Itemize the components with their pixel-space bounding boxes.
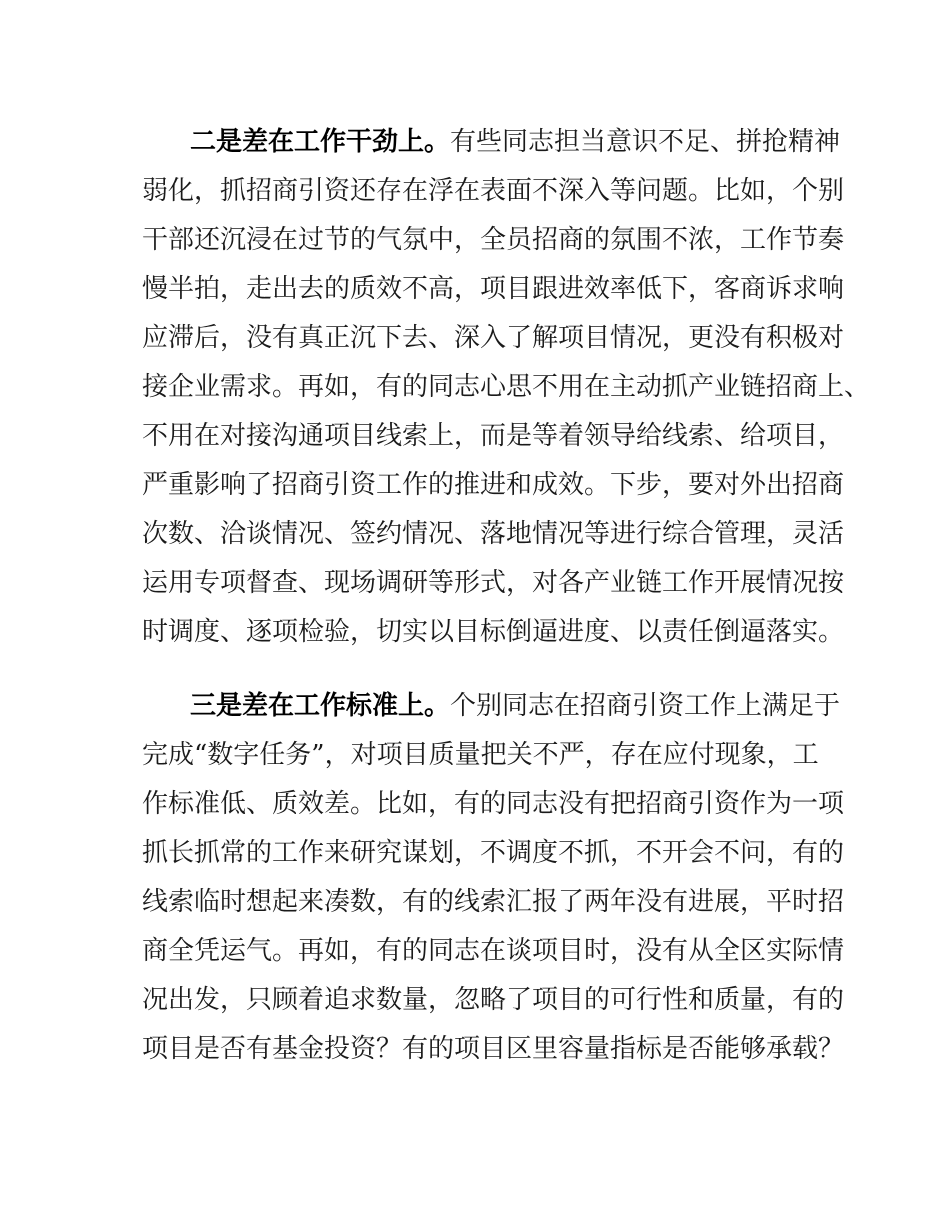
text-line: 运用专项督查、现场调研等形式，对各产业链工作开展情况按 <box>142 568 845 598</box>
document-page <box>142 118 871 1074</box>
text-line: 作标准低、质效差。比如，有的同志没有把招商引资作为一项 <box>142 789 845 819</box>
text-line: 完成“数字任务”，对项目质量把关不严，存在应付现象，工 <box>142 740 819 770</box>
text-line: 严重影响了招商引资工作的推进和成效。下步，要对外出招商 <box>142 470 845 500</box>
text-line: 应滞后，没有真正沉下去、深入了解项目情况，更没有积极对 <box>142 323 845 353</box>
text-line: 干部还沉浸在过节的气氛中，全员招商的氛围不浓，工作节奏 <box>142 225 845 255</box>
text-line: 项目是否有基金投资？有的项目区里容量指标是否能够承载？ <box>142 1034 845 1064</box>
text-line: 时调度、逐项检验，切实以目标倒逼进度、以责任倒逼落实。 <box>142 617 845 647</box>
text-line <box>142 118 841 167</box>
paragraph-work-standard <box>142 682 845 1074</box>
text-run: 个别同志在招商引资工作上满足于 <box>450 691 841 721</box>
text-line: 慢半拍，走出去的质效不高，项目跟进效率低下，客商诉求响 <box>142 274 845 304</box>
paragraph-work-drive <box>142 118 871 657</box>
paragraph-lead: 二是差在工作干劲上。 <box>190 127 451 157</box>
text-line: 接企业需求。再如，有的同志心思不用在主动抓产业链招商上、 <box>142 372 871 402</box>
text-line: 不用在对接沟通项目线索上，而是等着领导给线索、给项目， <box>142 421 845 451</box>
text-line: 次数、洽谈情况、签约情况、落地情况等进行综合管理，灵活 <box>142 519 845 549</box>
text-line: 弱化，抓招商引资还存在浮在表面不深入等问题。比如，个别 <box>142 176 845 206</box>
text-run: 有些同志担当意识不足、拼抢精神 <box>450 127 841 157</box>
paragraph-lead: 三是差在工作标准上。 <box>190 691 451 721</box>
text-line <box>142 682 841 731</box>
text-line: 线索临时想起来凑数，有的线索汇报了两年没有进展，平时招 <box>142 887 845 917</box>
text-line: 商全凭运气。再如，有的同志在谈项目时，没有从全区实际情 <box>142 936 845 966</box>
text-line: 况出发，只顾着追求数量，忽略了项目的可行性和质量，有的 <box>142 985 845 1015</box>
text-line: 抓长抓常的工作来研究谋划，不调度不抓，不开会不问，有的 <box>142 838 845 868</box>
